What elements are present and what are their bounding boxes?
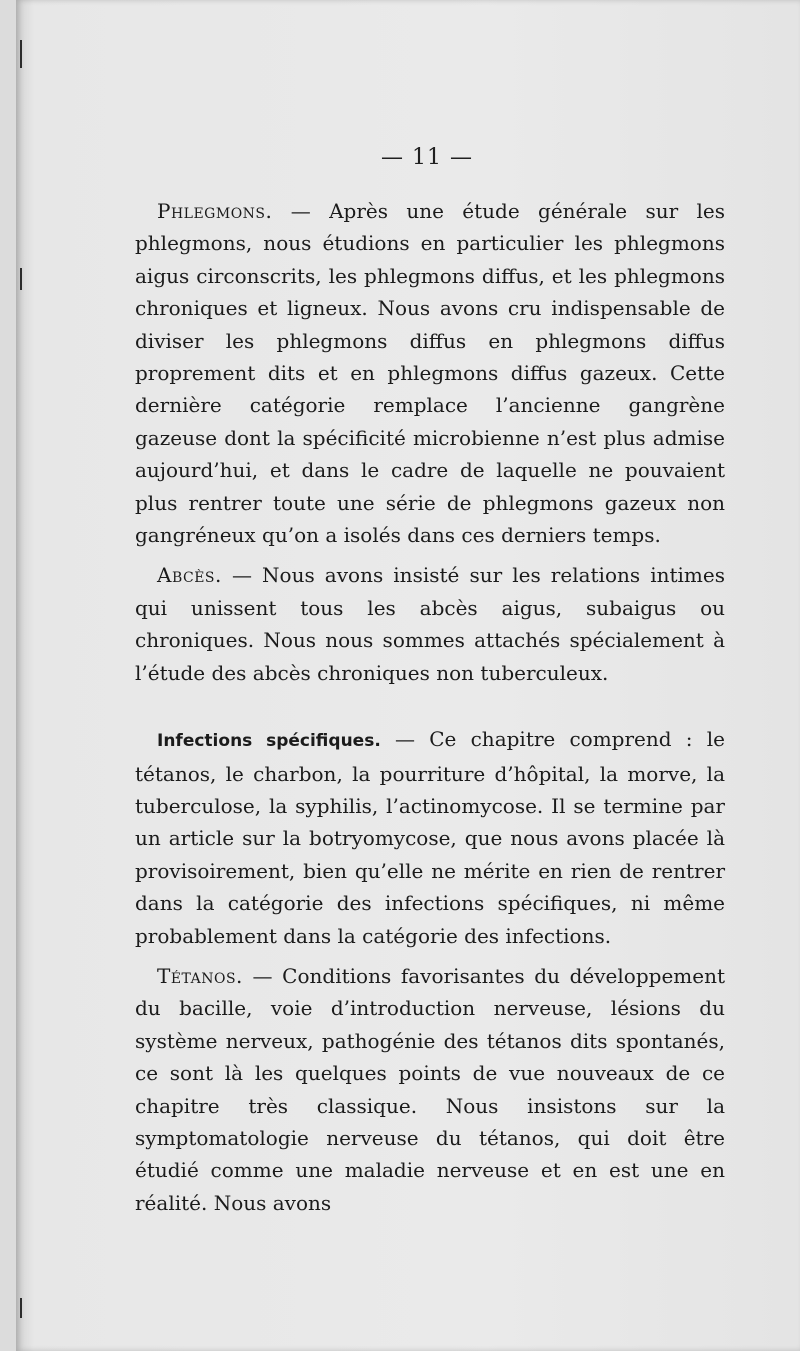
paragraph-phlegmons [135,195,725,551]
paragraph-text: — Ce chapitre comprend : le tétanos, le charbon, la pourriture d’hôpital, la morve, la tuberculose, la syphilis, l’actinomycose. Il se termine par un article sur la botryomycose, que nous avons placée là provisoirement, bien qu’elle ne mérite en rien de rentrer dans la catégorie des infections spécifiques, ni même probablement dans la catégorie des infections. [135,727,726,948]
section-heading: Tétanos. [157,963,243,988]
section-heading: Abcès. [157,563,222,588]
paragraph-text: — Nous avons insisté sur les relations intimes qui unissent tous les abcès aigus, subaigus ou chroniques. Nous nous sommes attachés spécialement à l’étude des abcès chroniques non tuberculeux. [135,563,725,685]
paragraph-text: — Après une étude générale sur les phlegmons, nous étudions en particulier les phlegmons aigus circonscrits, les phlegmons diffus, et les phlegmons chroniques et ligneux. Nous avons cru indispensable de diviser les phlegmons diffus en phlegmons diffus proprement dits et en phlegmons diffus gazeux. Cette dernière catégorie remplace l’ancienne gangrène gazeuse dont la spécificité microbienne n’est plus admise aujourd’hui, et dans le cadre de laquelle ne pouvaient plus rentrer toute une série de phlegmons gazeux non gangréneux qu’on a isolés dans ces derniers temps. [135,199,725,548]
paragraph-text: — Conditions favorisantes du développement du bacille, voie d’introduction nerveuse, lésions du système nerveux, pathogénie des tétanos dits spontanés, ce sont là les quelques points de vue nouveaux de ce chapitre très classique. Nous insistons sur la symptomatologie nerveuse du tétanos, qui doit être étudié comme une maladie nerveuse et en est une en réalité. Nous avons [135,963,725,1215]
page-body [135,195,725,1219]
page-edge-mark [20,268,22,290]
page-edge-mark [20,1298,22,1318]
paragraph-tetanos [135,960,725,1219]
section-heading: Phlegmons. [157,199,273,223]
page-number: — 11 — [381,145,473,170]
page-edge-mark [20,40,22,68]
section-heading: Infections spécifiques. [157,731,381,752]
paragraph-infections-specifiques [135,723,725,952]
paragraph-abces [135,559,725,689]
